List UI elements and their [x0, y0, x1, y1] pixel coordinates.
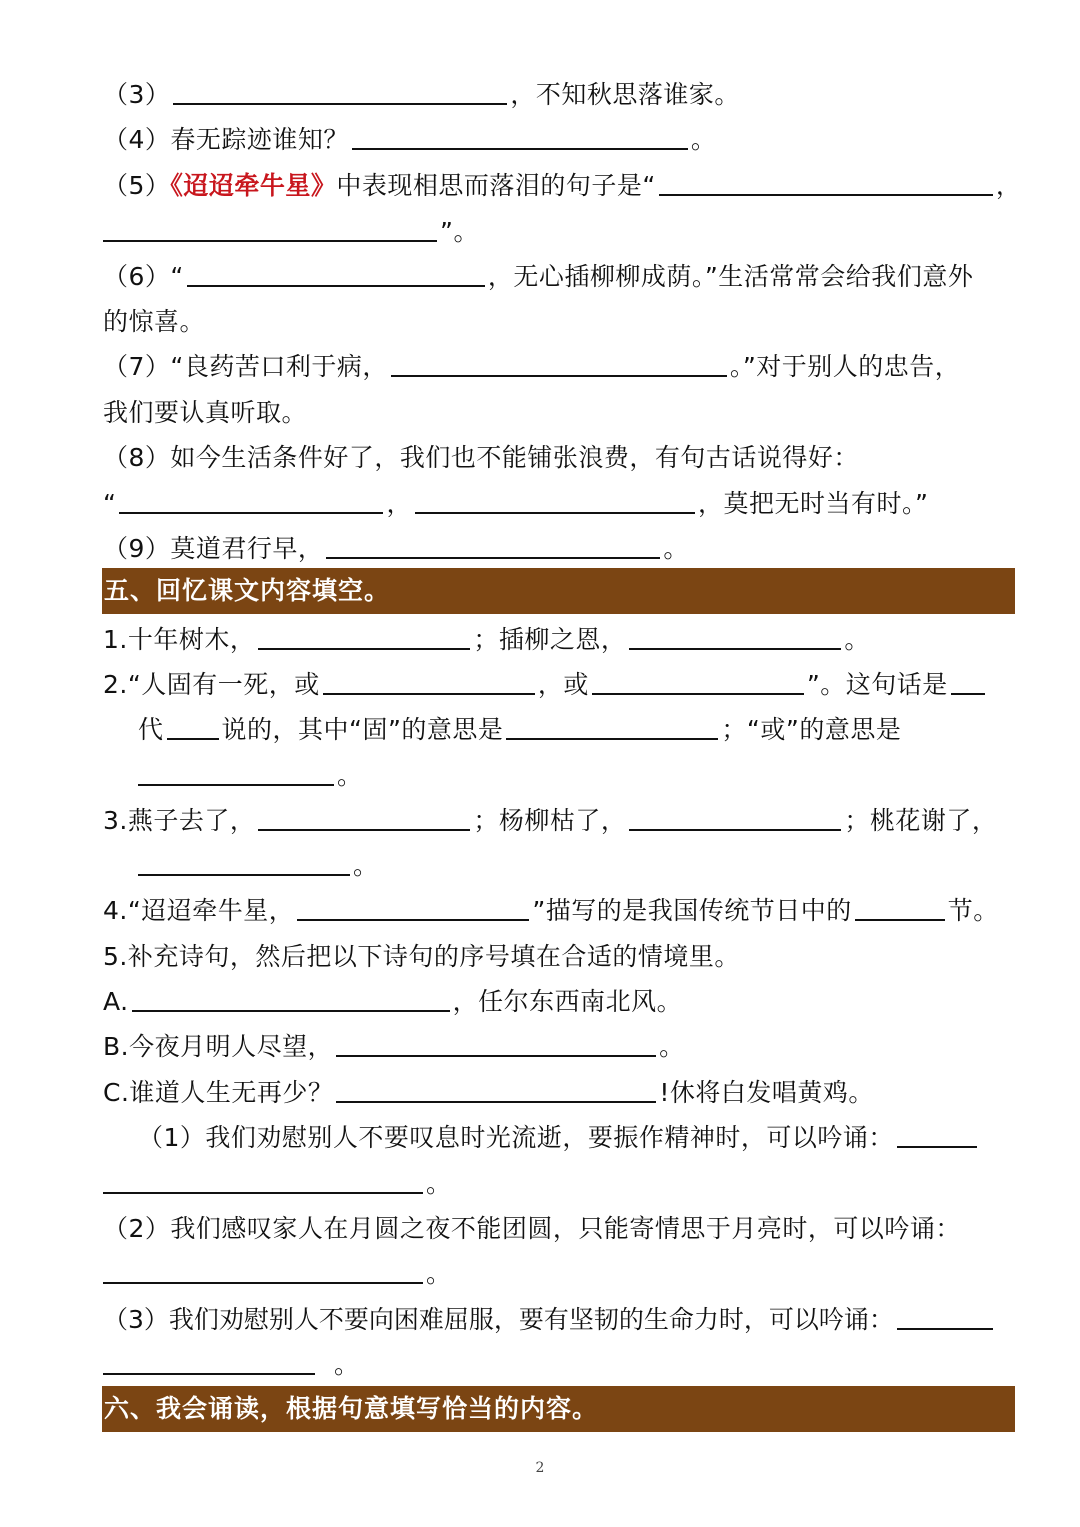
s5-option-a: [103, 982, 1014, 1022]
s5-option-a-text: ，任尔东西南北风。: [452, 987, 683, 1016]
s5-scenario-2-end: 。: [426, 1259, 452, 1288]
s5-item4-mid: ”描写的是我国传统节日中的: [532, 896, 852, 925]
q5-line-2: [103, 212, 1014, 252]
s5-scenario-3-end: 。: [334, 1350, 360, 1379]
s5-option-a-label: A.: [103, 987, 129, 1016]
s5-item2-blank-5[interactable]: [506, 710, 718, 740]
q9-line: [103, 529, 1014, 569]
s5-item4: [103, 891, 1014, 931]
s5-item2-blank-2[interactable]: [592, 665, 804, 695]
s5-item2-line2: [138, 710, 1014, 750]
s5-item2-blank-6[interactable]: [138, 756, 334, 786]
s5-item3-blank-3[interactable]: [138, 846, 350, 876]
q5-comma: ，: [995, 171, 1022, 200]
s5-item4-blank-1[interactable]: [297, 891, 529, 921]
s5-option-c-end: !休将白发唱黄鸡。: [659, 1078, 874, 1107]
q7-line: [103, 347, 1014, 387]
s5-item2-text: 2.“人固有一死，或: [103, 670, 320, 699]
s5-item3-line2: [138, 846, 1014, 886]
s5-option-c-text: C.谁道人生无再少？: [103, 1078, 334, 1107]
q8-text-after: ，莫把无时当有时。”: [697, 489, 929, 518]
q8-number: （8）: [103, 443, 171, 472]
q3-number: （3）: [103, 80, 171, 109]
q4-line: [103, 120, 1014, 160]
s5-item3-text: 3.燕子去了，: [103, 806, 256, 835]
s5-option-a-blank[interactable]: [132, 982, 450, 1012]
s5-item2-line3: [138, 756, 1014, 796]
s5-option-c: [103, 1073, 1014, 1113]
s5-item3-mid2: ；桃花谢了，: [844, 806, 998, 835]
s5-item2-blank-4[interactable]: [167, 710, 219, 740]
s5-item3-end: 。: [353, 851, 379, 880]
q7-blank[interactable]: [391, 347, 727, 377]
s5-scenario-2-line2: [103, 1254, 1014, 1294]
s5-scenario-3-blank-1[interactable]: [897, 1300, 993, 1330]
s5-item1-text: 1.十年树木，: [103, 625, 256, 654]
q4-blank[interactable]: [352, 120, 688, 150]
s5-item4-end: 节。: [947, 896, 999, 925]
q7-text-2: 我们要认真听取。: [103, 398, 308, 427]
q4-text: 春无踪迹谁知？: [170, 125, 349, 154]
q8-text: 如今生活条件好了，我们也不能铺张浪费，有句古话说得好：: [170, 443, 859, 472]
s5-item4-text: 4.“迢迢牵牛星，: [103, 896, 295, 925]
q7-text: “良药苦口利于病，: [170, 352, 388, 381]
q5-blank-1[interactable]: [659, 166, 993, 196]
q8-line: [103, 438, 1014, 478]
s5-item1-mid: ；插柳之恩，: [473, 625, 627, 654]
s5-item5: [103, 937, 1014, 977]
q4-number: （4）: [103, 125, 171, 154]
s5-scenario-3-blank-2[interactable]: [103, 1345, 315, 1375]
s5-scenario-3-line2: [103, 1345, 1014, 1385]
q9-text: 莫道君行早，: [170, 534, 324, 563]
s5-item2-dynasty: 代: [138, 715, 164, 744]
q6-text-2: 的惊喜。: [103, 307, 206, 336]
q8-blank-1[interactable]: [119, 484, 383, 514]
q5-text: 中表现相思而落泪的句子是“: [336, 171, 656, 200]
s5-item2-end: 。: [337, 761, 363, 790]
q9-number: （9）: [103, 534, 171, 563]
s5-scenario-2: [103, 1209, 1014, 1249]
s5-item2-mid2: ”。这句话是: [806, 670, 948, 699]
q8-blank-2[interactable]: [415, 484, 695, 514]
q3-line: [103, 75, 1014, 115]
s5-item1-end: 。: [844, 625, 870, 654]
s5-option-c-blank[interactable]: [336, 1073, 656, 1103]
s5-item3-blank-2[interactable]: [629, 801, 841, 831]
q6-open-quote: “: [170, 262, 184, 291]
s5-item3-mid1: ；杨柳枯了，: [473, 806, 627, 835]
s5-option-b-text: B.今夜月明人尽望，: [103, 1032, 334, 1061]
s5-scenario-1-line2: [103, 1164, 1014, 1204]
s5-scenario-1-text: （1）我们劝慰别人不要叹息时光流逝，要振作精神时，可以吟诵：: [138, 1123, 894, 1152]
q7-line-2: [103, 393, 1014, 433]
q5-poem-title: 《迢迢牵牛星》: [170, 171, 337, 200]
s5-item1-blank-2[interactable]: [629, 620, 841, 650]
q7-text-after: 。”对于别人的忠告，: [729, 352, 961, 381]
s5-scenario-2-blank[interactable]: [103, 1254, 423, 1284]
q6-text: ，无心插柳柳成荫。”生活常常会给我们意外: [487, 262, 974, 291]
s5-item3-blank-1[interactable]: [258, 801, 470, 831]
q8-line-2: [103, 484, 1014, 524]
q3-text: ，不知秋思落谁家。: [510, 80, 740, 109]
q8-comma: ，: [386, 489, 412, 518]
q5-number: （5）: [103, 171, 171, 200]
q9-end: 。: [663, 534, 689, 563]
s5-option-b-end: 。: [659, 1032, 685, 1061]
q6-number: （6）: [103, 262, 171, 291]
s5-scenario-3-text: （3）我们劝慰别人不要向困难屈服，要有坚韧的生命力时，可以吟诵：: [103, 1305, 894, 1334]
s5-option-b-blank[interactable]: [336, 1027, 656, 1057]
s5-item2-blank-1[interactable]: [323, 665, 535, 695]
s5-scenario-1-blank-2[interactable]: [103, 1164, 423, 1194]
q5-end: ”。: [440, 217, 479, 246]
s5-item1-blank-1[interactable]: [258, 620, 470, 650]
s5-item4-blank-2[interactable]: [855, 891, 945, 921]
q9-blank[interactable]: [326, 529, 660, 559]
q7-number: （7）: [103, 352, 171, 381]
s5-item5-text: 5.补充诗句，然后把以下诗句的序号填在合适的情境里。: [103, 942, 740, 971]
s5-scenario-1-end: 。: [426, 1169, 452, 1198]
q6-line: [103, 257, 1014, 297]
section6-heading: 六、我会诵读，根据句意填写恰当的内容。: [102, 1386, 1015, 1432]
s5-scenario-1-blank-1[interactable]: [897, 1118, 977, 1148]
s5-scenario-2-text: （2）我们感叹家人在月圆之夜不能团圆，只能寄情思于月亮时，可以吟诵：: [103, 1214, 961, 1243]
q4-end: 。: [690, 125, 717, 154]
s5-item2-text2: 说的，其中“固”的意思是: [221, 715, 504, 744]
page-number: 2: [535, 1460, 545, 1476]
s5-option-b: [103, 1027, 1014, 1067]
q8-open-quote: “: [103, 489, 117, 518]
section5-heading: 五、回忆课文内容填空。: [102, 568, 1015, 614]
s5-item2-mid1: ，或: [537, 670, 589, 699]
s5-scenario-3: [103, 1300, 1014, 1340]
s5-item2-text3: ；“或”的意思是: [721, 715, 902, 744]
s5-item2-blank-3[interactable]: [951, 665, 985, 695]
s5-item3: [103, 801, 1014, 841]
s5-item1: [103, 620, 1014, 660]
q6-line-2: [103, 302, 1014, 342]
s5-item2: [103, 665, 1014, 705]
q5-blank-2[interactable]: [103, 212, 437, 242]
q5-line: [103, 166, 1022, 206]
q3-blank[interactable]: [173, 75, 507, 105]
s5-scenario-1: [138, 1118, 1014, 1158]
q6-blank[interactable]: [187, 257, 485, 287]
